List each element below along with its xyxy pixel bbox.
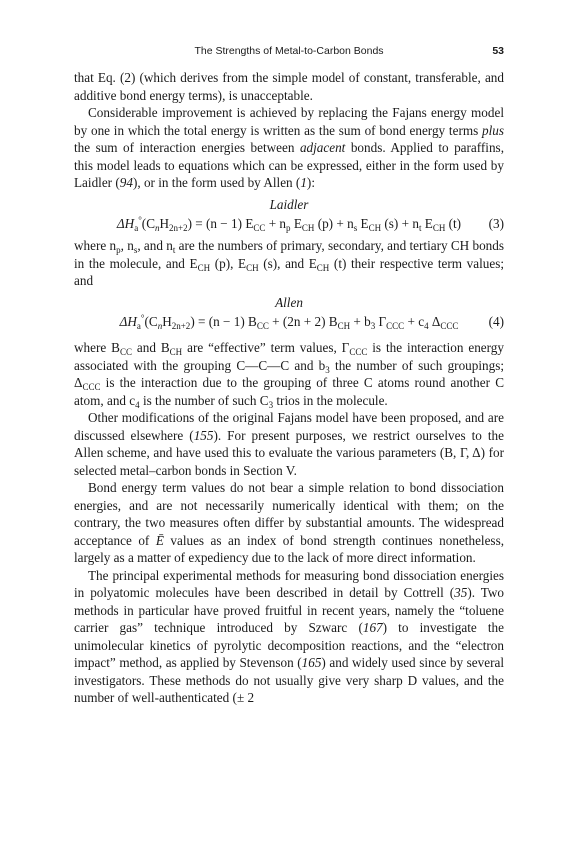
paragraph-4: where $B_{CC}$ and $B_{CH}$ are “effective” term values, $\Gamma_{CCC}$ is the interaction energy associated with the grouping C—C—C and $b_3$ the number of such groupings; $\Delta_{CCC}$ is the interaction due to the grouping of three C atoms round another C atom, and $c_4$ is the number of such $C_3$ trios in the molecule. <box>74 340 505 410</box>
equation-4 <box>74 313 504 335</box>
paragraph-1: that Eq. (2) (which derives from the simple model of constant, transferable, and additive bond energy terms), is unacceptable. <box>74 70 504 103</box>
paragraph-3: where $n_p$, $n_s$, and $n_t$ are the numbers of primary, secondary, and tertiary CH bonds in the molecule, and $E_{CH}$ (p), $E_{CH}$ (s), and $E_{CH}$ (t) their respective term values; and <box>74 238 505 288</box>
allen-label: Allen <box>275 294 303 310</box>
paragraph-2: Considerable improvement is achieved by replacing the Fajans energy model by one in which the total energy is written as the sum of bond energy terms plus the sum of interaction energies between adjacent bonds. Applied to paraffins, this model leads to equations which can be expressed, either in the form used by Laidler (94), or in the form used by Allen (1): <box>74 105 504 190</box>
paragraph-7: The principal experimental methods for measuring bond dissociation energies in polyatomic molecules have been described in detail by Cottrell (35). Two methods in particular have proved fruitful in recent years, namely the “toluene carrier gas” technique introduced by Szwarc (167) to investigate the unimolecular kinetics of pyrolytic decomposition reactions, and the “electron impact” method, as applied by Stevenson (165) and widely used since by several investigators. These methods do not usually give very sharp D values, and the number of well-authenticated (± 2 <box>74 567 504 705</box>
equation-3-body: $\Delta H_a^\circ(C_nH_{2n+2}) = (n - 1) E_{CC} + n_p$ $E_{CH}$ $(p) + n_s$ $E_{CH}$ $(s) + n_t$ $E_{CH}$ (t) <box>116 215 462 233</box>
equation-3-number: (3) <box>488 216 504 231</box>
running-header <box>74 45 504 61</box>
equation-3 <box>74 215 504 237</box>
page-number: 53 <box>492 45 504 57</box>
equation-4-body: $\Delta H_a^\circ(C_nH_{2n+2}) = (n - 1) B_{CC} + (2n + 2) B_{CH} + b_3$ $\Gamma_{CCC} + c_4$ $\Delta_{CCC}$ <box>119 313 459 331</box>
paragraph-6: Bond energy term values do not bear a simple relation to bond dissociation energies, and are not necessarily numerically identical with them; on the contrary, the two measures often differ by substantial amounts. The widespread acceptance of Ē values as an index of bond strength continues nonetheless, largely as a matter of expediency due to the lack of more direct information. <box>74 480 504 565</box>
running-title: The Strengths of Metal-to-Carbon Bonds <box>194 45 384 57</box>
laidler-label: Laidler <box>269 196 309 212</box>
equation-4-number: (4) <box>488 314 504 329</box>
page-body <box>74 69 504 707</box>
paragraph-5: Other modifications of the original Fajans model have been proposed, and are discussed elsewhere (155). For present purposes, we restrict ourselves to the Allen scheme, and have used this to evaluate the various parameters (B, Γ, Δ) for selected metal–carbon bonds in Section V. <box>74 410 504 478</box>
